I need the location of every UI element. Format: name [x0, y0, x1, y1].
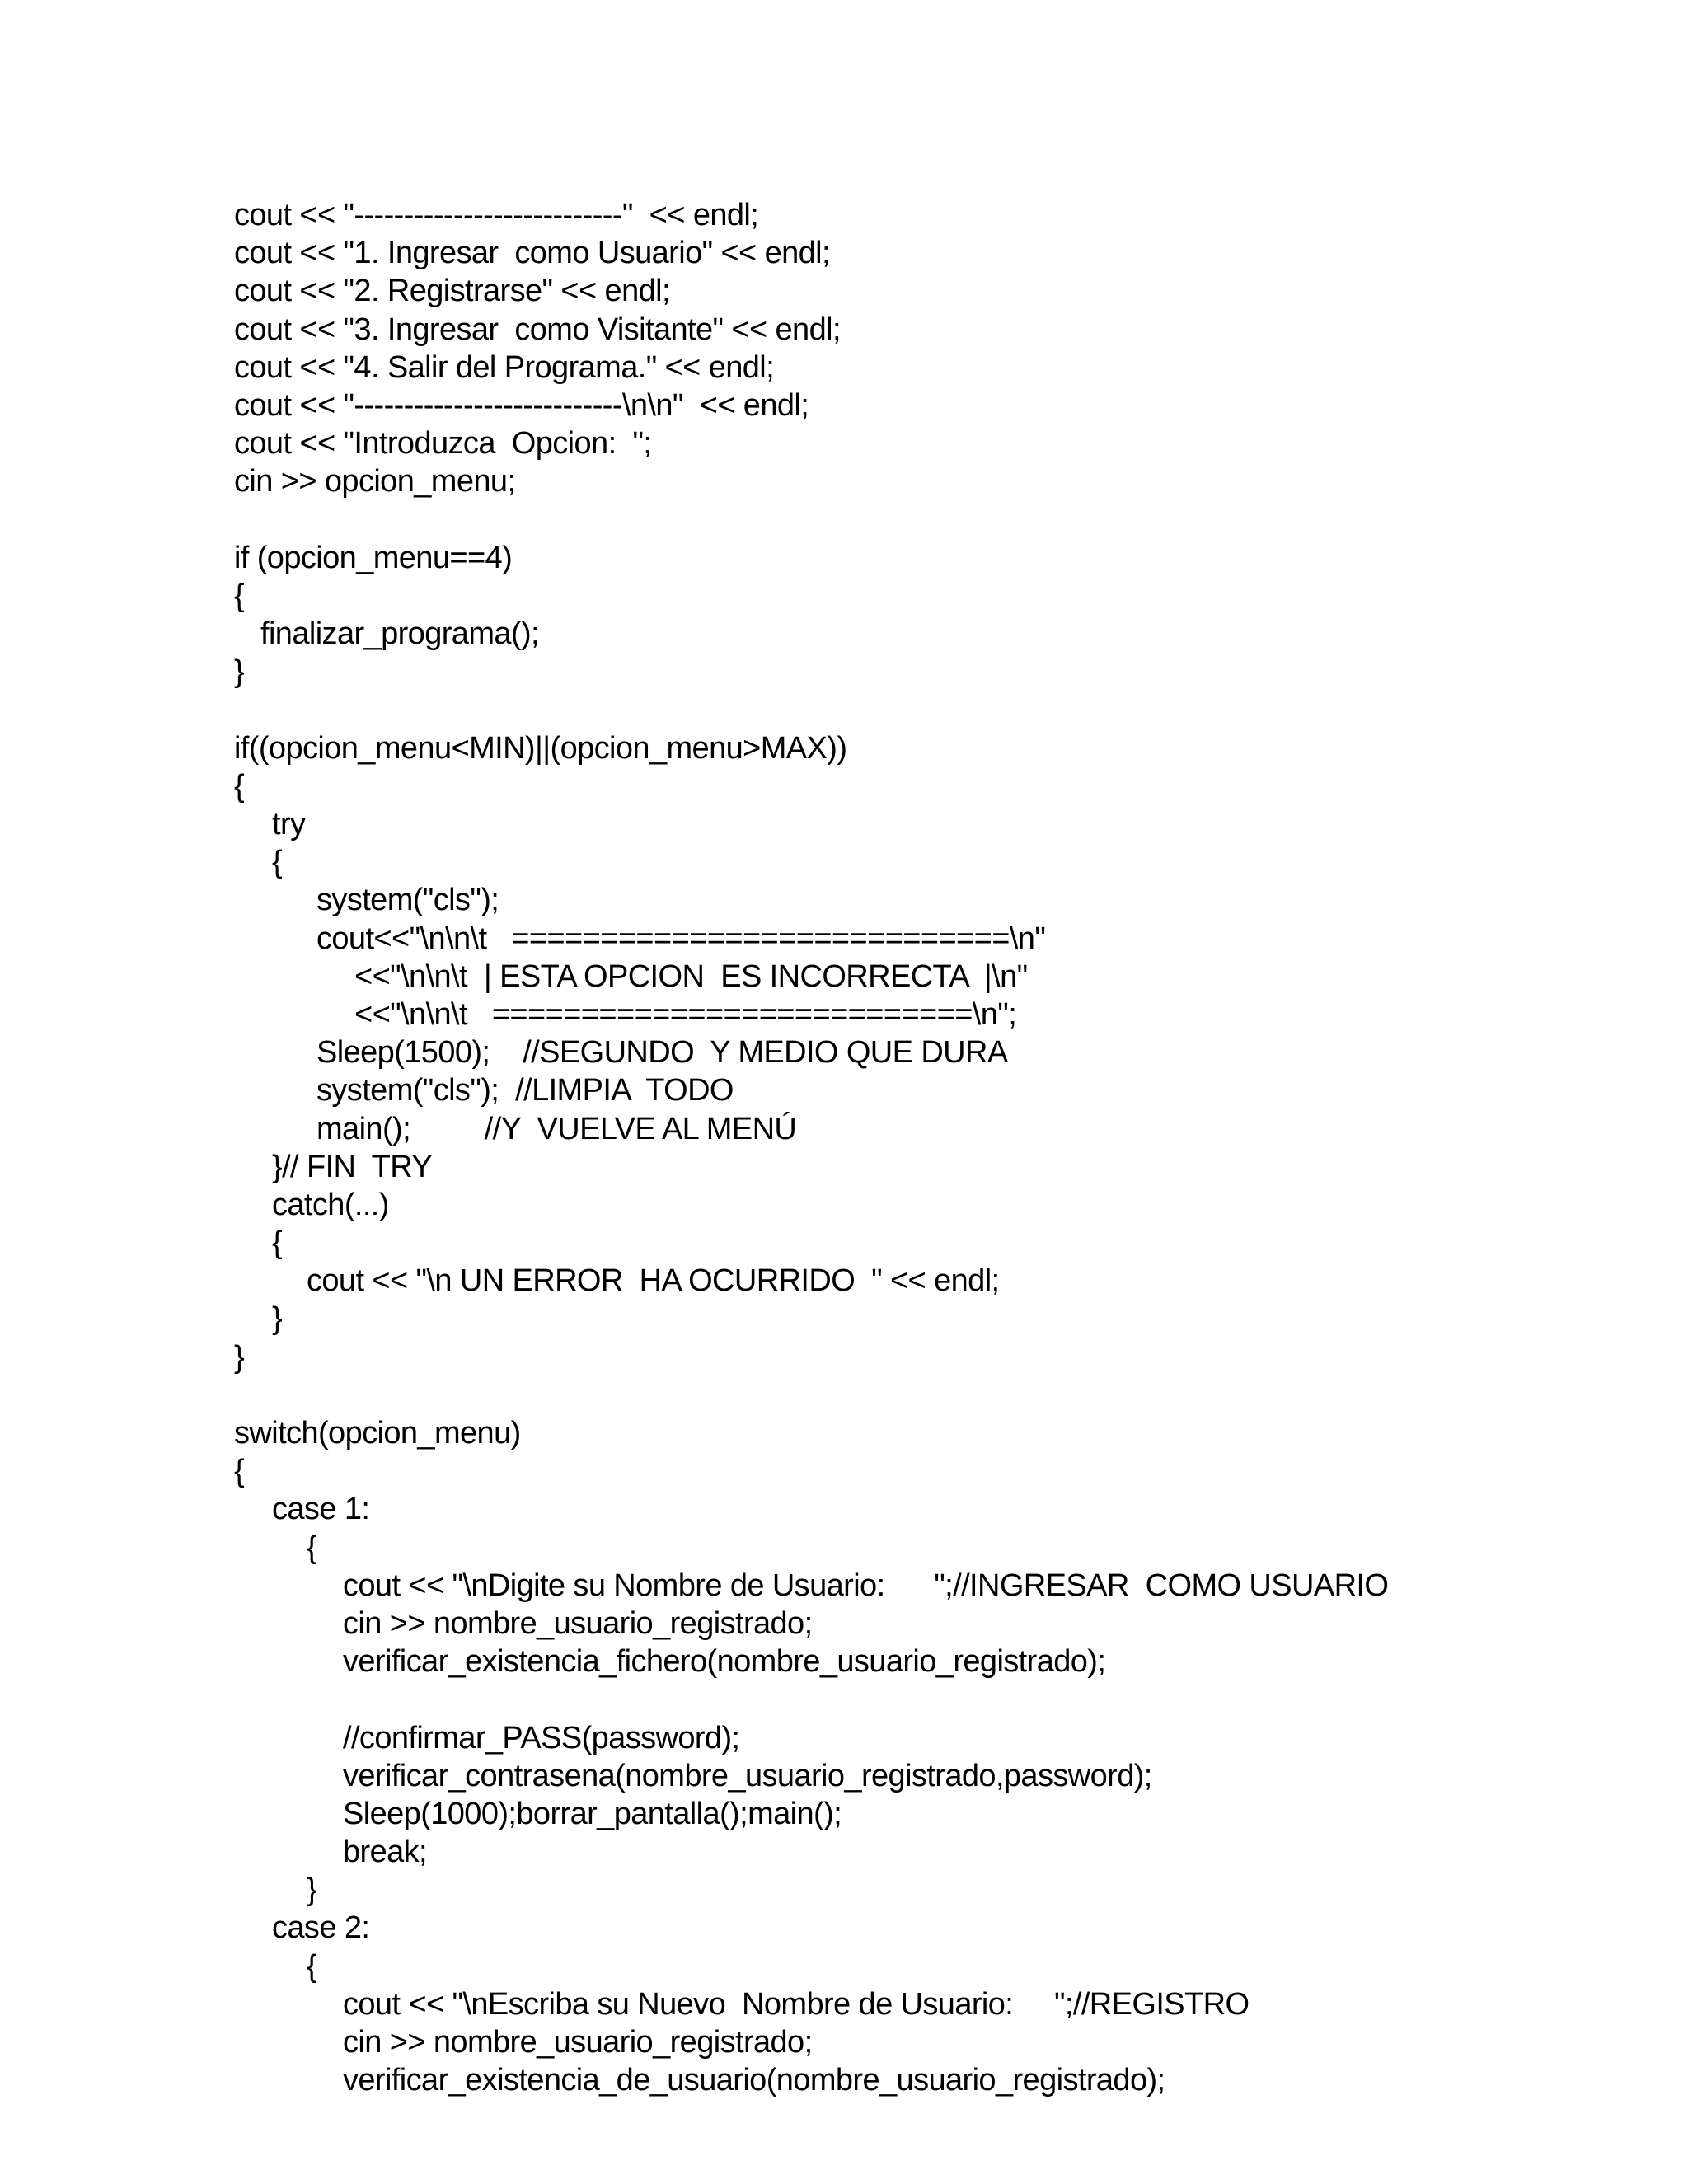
code-line: cout << "3. Ingresar como Visitante" << endl; — [234, 312, 841, 347]
code-line: } — [234, 654, 245, 690]
blank-line — [234, 501, 1635, 539]
code-line: { — [272, 1226, 283, 1261]
code-line: { — [307, 1530, 317, 1565]
code-line: switch(opcion_menu) — [234, 1416, 521, 1451]
code-line: Sleep(1000);borrar_pantalla();main(); — [343, 1796, 842, 1831]
code-line: <<"\n\n\t | ESTA OPCION ES INCORRECTA |\n" — [354, 958, 1028, 994]
code-line: cout << "\nEscriba su Nuevo Nombre de Usuario: ";//REGISTRO — [343, 1986, 1250, 2022]
code-line: { — [234, 578, 245, 613]
code-line: system("cls"); //LIMPIA TODO — [316, 1073, 734, 1108]
code-line: } — [234, 1339, 245, 1375]
blank-line — [234, 1376, 1635, 1414]
code-line: cout << "2. Registrarse" << endl; — [234, 274, 670, 309]
code-line: { — [272, 845, 283, 880]
code-line: { — [234, 1454, 245, 1489]
code-line: cout<<"\n\n\t ============================\n" — [316, 921, 1046, 956]
code-line: cout << "\n UN ERROR HA OCURRIDO " << endl; — [307, 1263, 1000, 1299]
code-line: case 2: — [272, 1910, 370, 1946]
code-line: break; — [343, 1835, 428, 1870]
code-line: cout << "Introduzca Opcion: "; — [234, 426, 652, 462]
code-line: { — [234, 768, 245, 804]
code-line: verificar_existencia_fichero(nombre_usuario_registrado); — [343, 1644, 1106, 1680]
code-line: if (opcion_menu==4) — [234, 540, 513, 575]
code-line: } — [307, 1872, 317, 1908]
code-line: cout << "1. Ingresar como Usuario" << endl; — [234, 236, 830, 271]
code-line: main(); //Y VUELVE AL MENÚ — [316, 1111, 797, 1146]
code-line: try — [272, 807, 306, 841]
code-line: } — [272, 1301, 283, 1337]
code-line: system("cls"); — [316, 883, 499, 918]
code-line: finalizar_programa(); — [260, 616, 539, 652]
blank-line — [234, 691, 1635, 729]
code-line: verificar_existencia_de_usuario(nombre_usuario_registrado); — [343, 2063, 1165, 2098]
code-line: Sleep(1500); //SEGUNDO Y MEDIO QUE DURA — [316, 1035, 1008, 1071]
code-line: { — [307, 1948, 317, 1984]
blank-line — [234, 1680, 1635, 1718]
code-line: case 1: — [272, 1492, 370, 1527]
code-line: cout << "---------------------------" << endl; — [234, 198, 759, 232]
code-line: cin >> opcion_menu; — [234, 464, 516, 499]
code-line: cout << "\nDigite su Nombre de Usuario: ";//INGRESAR COMO USUARIO — [343, 1568, 1389, 1603]
code-line: //confirmar_PASS(password); — [343, 1720, 740, 1755]
code-line: cin >> nombre_usuario_registrado; — [343, 1605, 813, 1641]
code-line: cin >> nombre_usuario_registrado; — [343, 2025, 813, 2060]
code-line: cout << "---------------------------\n\n" << endl; — [234, 387, 809, 423]
code-block — [234, 196, 1635, 2099]
code-line: catch(...) — [272, 1187, 389, 1222]
code-line: <<"\n\n\t ===========================\n"; — [354, 996, 1017, 1032]
code-line: }// FIN TRY — [272, 1149, 433, 1184]
code-line: if((opcion_menu<MIN)||(opcion_menu>MAX)) — [234, 730, 847, 766]
code-line: cout << "4. Salir del Programa." << endl; — [234, 349, 775, 385]
code-line: verificar_contrasena(nombre_usuario_registrado,password); — [343, 1758, 1152, 1793]
